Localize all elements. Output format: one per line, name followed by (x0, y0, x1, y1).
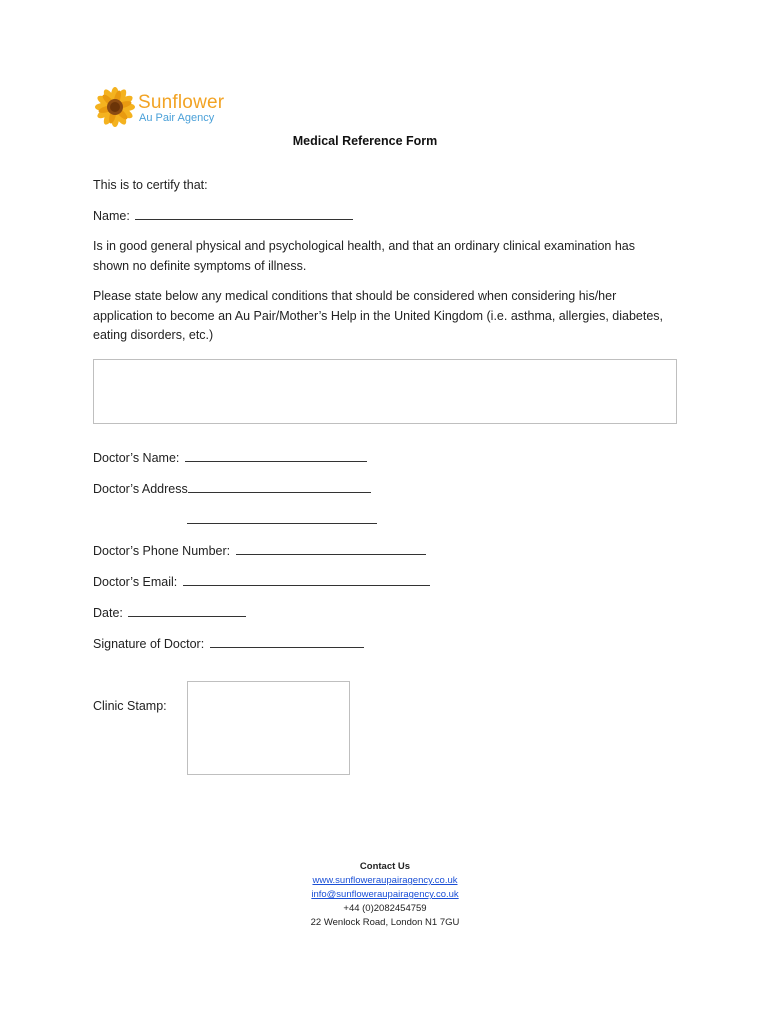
doctor-name-label: Doctor’s Name: (93, 451, 180, 465)
medical-conditions-box[interactable] (93, 359, 677, 424)
name-field[interactable] (135, 207, 353, 220)
doctor-phone-label: Doctor’s Phone Number: (93, 544, 231, 558)
postal-address: 22 Wenlock Road, London N1 7GU (310, 917, 460, 928)
doctor-address-label: Doctor’s Address (93, 482, 188, 496)
sunflower-icon (94, 86, 136, 128)
certify-text: This is to certify that: (93, 178, 208, 192)
form-title: Medical Reference Form (292, 134, 438, 148)
contact-footer (0, 860, 770, 930)
clinic-stamp-box[interactable] (187, 681, 350, 775)
doctor-address-row (93, 480, 371, 500)
doctor-email-field[interactable] (183, 573, 430, 586)
logo-subtitle: Au Pair Agency (139, 112, 215, 124)
website-link[interactable]: www.sunfloweraupairagency.co.uk (312, 875, 458, 886)
signature-label: Signature of Doctor: (93, 637, 205, 651)
date-row (93, 604, 246, 624)
agency-logo (94, 86, 254, 132)
signature-row (93, 635, 364, 655)
doctor-phone-field[interactable] (236, 542, 426, 555)
doctor-name-row (93, 449, 367, 469)
clinic-stamp-label: Clinic Stamp: (93, 699, 167, 713)
health-statement: Is in good general physical and psychological health, and that an ordinary clinical examination has shown no definite symptoms of illness. (93, 239, 636, 273)
signature-field[interactable] (210, 635, 364, 648)
doctor-address-line-2 (187, 511, 377, 531)
doctor-address-field-2[interactable] (187, 511, 377, 524)
email-link[interactable]: info@sunfloweraupairagency.co.uk (311, 889, 459, 900)
doctor-address-field[interactable] (188, 480, 371, 493)
logo-wordmark: Sunflower (138, 92, 225, 113)
conditions-prompt: Please state below any medical conditions that should be considered when considering his/her application to become an Au Pair/Mother’s Help in the United Kingdom (i.e. asthma, allergies, diabetes, eating disorders, etc.) (93, 289, 663, 342)
doctor-phone-row (93, 542, 426, 562)
doctor-email-label: Doctor’s Email: (93, 575, 178, 589)
name-label: Name: (93, 209, 130, 223)
date-label: Date: (93, 606, 123, 620)
phone-number: +44 (0)2082454759 (343, 903, 427, 914)
name-row (93, 207, 353, 227)
doctor-name-field[interactable] (185, 449, 367, 462)
doctor-email-row (93, 573, 430, 593)
contact-heading: Contact Us (359, 861, 411, 872)
date-field[interactable] (128, 604, 246, 617)
